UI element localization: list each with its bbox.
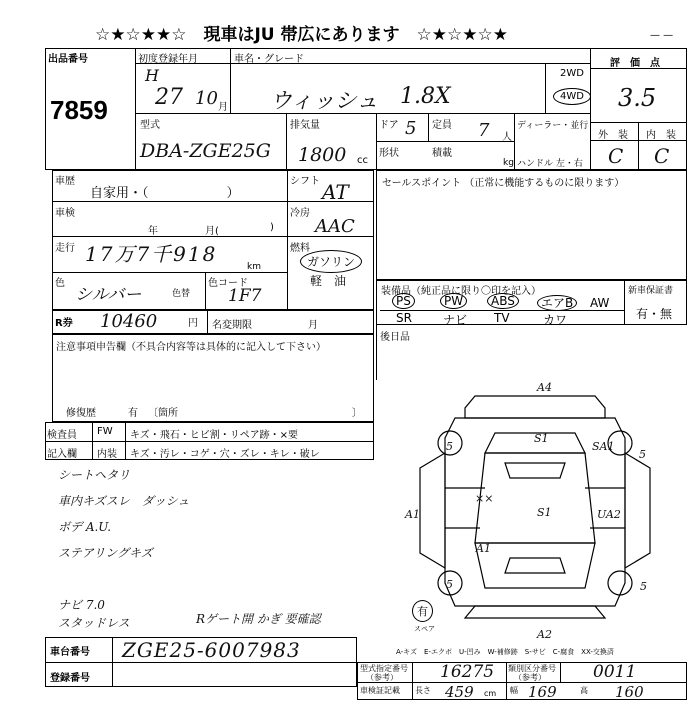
diagram-mark-tire-rl: 5 (446, 578, 453, 591)
name-change-month: 月 (308, 320, 318, 331)
damage-legend: A-キズ E-エクボ U-凹み W-補修跡 S-サビ C-腐食 XX-交換済 (396, 648, 614, 656)
inspector-label: 検査員 (47, 430, 77, 441)
sales-points-label: セールスポイント （正常に機能するものに限ります） (382, 178, 625, 189)
handwritten-note: ナビ 7.0 (58, 598, 105, 612)
color-tone-label: 色替 (172, 289, 191, 299)
doors-label: ドア (379, 120, 399, 131)
first-registration-era: H (145, 66, 159, 85)
inspection-label: 車検 (55, 208, 75, 219)
warranty-label: 新車保証書 (628, 286, 674, 296)
repair-label: 修復歴 (66, 408, 96, 419)
width-value: 169 (528, 683, 557, 701)
diagram-mark-roof: S1 (537, 506, 552, 519)
mileage-unit: km (247, 262, 261, 272)
recycle-value: 10460 (100, 311, 158, 332)
shift-label: シフト (290, 176, 320, 187)
capacity-value: 7 (478, 120, 490, 141)
doors-value: 5 (405, 118, 417, 139)
inspection-year-label: 年 (148, 226, 158, 237)
fuel-value: ガソリン (300, 250, 362, 273)
vehicle-grade: 1.8X (400, 84, 451, 109)
inspector-legend-interior: キズ・汚レ・コゲ・穴・ズレ・キレ・破レ (130, 449, 320, 460)
repair-value: 有 (128, 408, 138, 419)
chassis-value: ZGE25-6007983 (122, 638, 301, 662)
height-value: 160 (615, 683, 644, 701)
diagram-mark-tire-fl: 5 (446, 440, 453, 453)
diagram-mark-right-fender: SA1 (592, 440, 615, 453)
lot-number: 7859 (50, 95, 108, 125)
diagram-mark-bottom: A2 (537, 628, 552, 641)
month-unit: 月 (218, 102, 228, 113)
aircon-value: AAC (315, 216, 355, 237)
recycle-label: R券 (55, 318, 73, 329)
length-unit: cm (484, 689, 497, 698)
inspection-month-label: 月( (205, 226, 219, 237)
rating-exterior-label: 外 装 (598, 130, 628, 141)
width-label: 幅 (510, 686, 518, 695)
equipment-airbag: エアB (537, 294, 577, 311)
handwritten-note: ボデ A.U. (58, 520, 112, 534)
diagram-mark-xx: ×× (475, 492, 494, 505)
inspector-legend-exterior: キズ・飛石・ヒビ割・リペア跡・×要 (130, 430, 298, 441)
category-value: 0011 (593, 662, 637, 682)
registration-label: 登録番号 (50, 673, 90, 684)
shape-label: 形状 (379, 148, 399, 159)
length-value: 459 (445, 683, 474, 701)
equipment-tv: TV (494, 311, 510, 325)
spare-circle: 有 (412, 600, 433, 622)
diagram-mark-tire-rr: 5 (640, 580, 647, 593)
displacement-label: 排気量 (290, 120, 320, 131)
mileage-label: 走行 (55, 243, 75, 254)
model-value: DBA-ZGE25G (140, 140, 271, 162)
capacity-unit: 人 (502, 132, 512, 143)
notes-label: 注意事項申告欄（不具合内容等は具体的に記入して下さい） (56, 342, 326, 353)
drive-4wd: 4WD (553, 88, 591, 105)
aircon-label: 冷房 (290, 208, 310, 219)
length-label: 長さ (415, 686, 431, 695)
diagram-mark-top: A4 (537, 381, 552, 394)
equipment-ps: PS (392, 294, 415, 308)
displacement-value: 1800 (298, 144, 347, 166)
first-registration-label: 初度登録年月 (138, 54, 198, 65)
diagram-mark-left-lower: A1 (476, 542, 491, 555)
steering-label: ハンドル 左・右 (517, 159, 583, 169)
equipment-leather: カワ (543, 313, 568, 327)
repair-bracket: 〔箇所 (148, 408, 178, 419)
dimensions-label: 車検証記載 (360, 686, 400, 695)
inspection-close: ) (270, 222, 274, 233)
warranty-value: 有・無 (636, 307, 673, 321)
handwritten-note: ステアリングキズ (58, 546, 153, 560)
vehicle-name: ウィッシュ (270, 89, 379, 114)
inspector-entry-label: 記入欄 (47, 449, 77, 460)
handwritten-note: スタッドレス (58, 616, 130, 630)
name-change-label: 名変期限 (212, 320, 252, 331)
shift-value: AT (322, 180, 349, 204)
model-label: 型式 (140, 120, 160, 131)
height-label: 高 (580, 686, 588, 695)
rating-label: 評 価 点 (610, 58, 660, 69)
corner-mark: — — (650, 30, 674, 41)
inspector-fw: FW (97, 426, 113, 437)
type-designation-label: 型式指定番号 (360, 664, 408, 673)
equipment-abs: ABS (487, 294, 519, 308)
inspector-inner: 内装 (97, 449, 117, 460)
recycle-unit: 円 (188, 318, 198, 329)
drive-2wd: 2WD (560, 68, 584, 79)
diagram-mark-tire-fr: 5 (639, 448, 646, 461)
equipment-sr: SR (396, 311, 412, 325)
rating-interior-value: C (654, 144, 670, 168)
history-label: 車歴 (55, 176, 75, 187)
history-value: 自家用・（ ） (90, 186, 240, 201)
chassis-label: 車台番号 (50, 647, 90, 658)
rating-score: 3.5 (618, 84, 657, 112)
equipment-label: 装備品（純正品に限り〇印を記入） (381, 286, 541, 297)
type-designation-value: 16275 (440, 662, 495, 682)
first-registration-month: 10 (195, 88, 218, 109)
spare-label: スペア (414, 625, 435, 633)
first-registration-year: 27 (155, 85, 183, 110)
later-parts-label: 後日品 (380, 332, 410, 343)
diagram-mark-left-doors: A1 (405, 508, 420, 521)
bottom-note: Rゲート開 かぎ 要確認 (196, 612, 321, 626)
rating-interior-label: 内 装 (646, 130, 676, 141)
color-value: シルバー (75, 285, 142, 305)
equipment-aw: AW (590, 296, 610, 310)
load-unit: kg (503, 158, 514, 168)
rating-exterior-value: C (608, 144, 624, 168)
color-code: 1F7 (228, 286, 262, 306)
load-label: 積載 (432, 148, 452, 159)
diagram-mark-right-doors: UA2 (597, 508, 621, 521)
displacement-unit: cc (357, 155, 368, 166)
lot-label: 出品番号 (48, 54, 88, 65)
equipment-pw: PW (440, 294, 467, 308)
handwritten-note: シートヘタリ (58, 468, 131, 482)
header-banner: ☆★☆★★☆ 現車はJU 帯広にあります ☆★☆★☆★ (95, 25, 508, 45)
fuel-label: 燃料 (290, 243, 310, 254)
type-designation-sub: （参考） (366, 673, 398, 682)
equipment-navi: ナビ (443, 313, 468, 327)
color-label: 色 (55, 278, 65, 289)
mileage-value: 17万7千918 (85, 242, 218, 266)
dealer-label: ディーラー・並行 (517, 121, 589, 131)
repair-close: 〕 (352, 408, 362, 419)
color-code-label: 色コード (208, 278, 248, 289)
fuel-alt: 軽 油 (310, 274, 347, 288)
category-sub: （参考） (514, 673, 546, 682)
capacity-label: 定員 (432, 120, 452, 131)
diagram-mark-hood: S1 (534, 432, 549, 445)
category-label: 類別区分番号 (508, 664, 556, 673)
vehicle-label: 車名・グレード (234, 54, 304, 65)
handwritten-note: 車内キズスレ ダッシュ (58, 494, 190, 508)
